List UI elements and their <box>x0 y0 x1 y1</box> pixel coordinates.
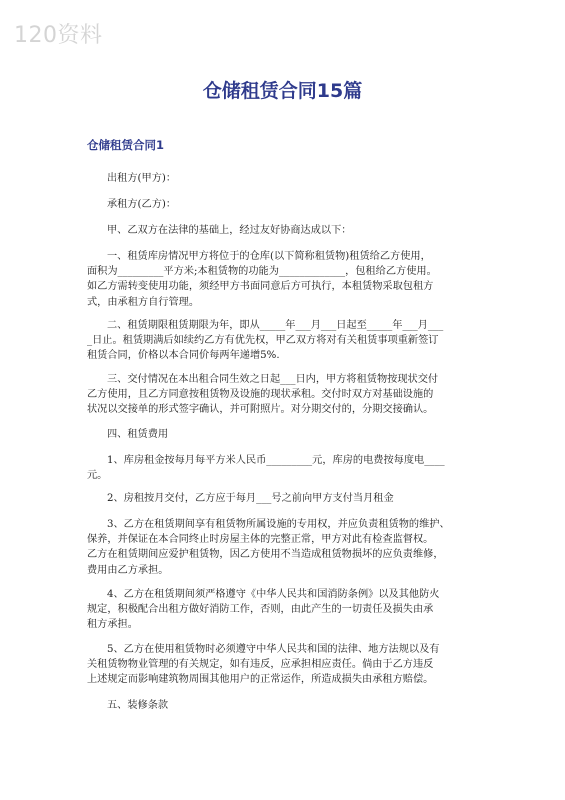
text-line: 保养，并保证在本合同终止时房屋主体的完整正常，甲方对此有检查监督权。 <box>87 534 434 546</box>
text-line: 租赁合同，价格以本合同价每两年递增5%. <box>87 350 280 362</box>
text-line: 面积为_________平方米;本租赁物的功能为_____________，包租给乙方使用。 <box>87 266 437 278</box>
paragraph-payment <box>87 491 483 506</box>
text-line: 上述规定而影响建筑物周围其他用户的正常运作，所造成损失由承租方赔偿。 <box>87 674 434 686</box>
text-line: 四、租赁费用 <box>107 429 169 440</box>
paragraph-clause-4 <box>87 427 483 442</box>
text-line: 元。 <box>87 470 108 482</box>
watermark: 120资料 <box>14 23 103 48</box>
document-title: 仓储租赁合同15篇 <box>202 80 363 102</box>
paragraph-intro <box>87 223 483 238</box>
text-line: 一、租赁库房情况甲方将位于的仓库(以下简称租赁物)租赁给乙方使用， <box>107 251 431 262</box>
paragraph-rent <box>87 453 483 483</box>
text-line: 5、乙方在使用租赁物时必须遵守中华人民共和国的法律、地方法规以及有 <box>107 644 440 655</box>
text-line: 2、房租按月交付，乙方应于每月___号之前向甲方支付当月租金 <box>107 493 394 504</box>
text-line: 如乙方需转变使用功能，须经甲方书面同意后方可执行，本租赁物采取包租方 <box>87 281 434 293</box>
paragraph-clause-3 <box>87 372 483 418</box>
text-line: 租方承担。 <box>87 619 138 631</box>
text-line: 出租方(甲方)： <box>107 173 177 184</box>
text-line: 乙方在租赁期间应爱护租赁物，因乙方使用不当造成租赁物损坏的应负责维修， <box>87 549 444 561</box>
text-line: 甲、乙双方在法律的基础上，经过友好协商达成以下： <box>107 225 352 236</box>
text-line: 状况以交接单的形式签字确认，并可附照片。对分期交付的，分期交接确认。 <box>87 404 434 416</box>
text-line: 乙方使用，且乙方同意按租赁物及设施的现状承租。交付时双方对基础设施的 <box>87 389 434 401</box>
text-line: 规定，积极配合出租方做好消防工作，否则，由此产生的一切责任及损失由承 <box>87 604 434 616</box>
text-line: _日止。租赁期满后如续约乙方有优先权，甲乙双方将对有关租赁事项重新签订 <box>87 335 439 347</box>
text-line: 1、库房租金按每月每平方米人民币_________元，库房的电费按每度电____ <box>107 455 445 466</box>
paragraph-clause-1 <box>87 249 483 310</box>
text-line: 承租方(乙方)： <box>107 199 177 210</box>
text-line: 4、乙方在租赁期间须严格遵守《中华人民共和国消防条例》以及其他防火 <box>107 589 440 600</box>
text-line: 式，由承租方自行管理。 <box>87 296 200 308</box>
text-line: 费用由乙方承担。 <box>87 564 169 576</box>
paragraph-lessor <box>87 171 483 186</box>
text-line: 三、交付情况在本出租合同生效之日起___日内，甲方将租赁物按现状交付 <box>107 374 439 385</box>
paragraph-lessee <box>87 197 483 212</box>
paragraph-maintenance <box>87 517 483 578</box>
section-title: 仓储租赁合同1 <box>87 138 165 152</box>
paragraph-fire-safety <box>87 587 483 633</box>
paragraph-clause-5 <box>87 698 483 713</box>
paragraph-clause-2 <box>87 318 483 364</box>
text-line: 3、乙方在租赁期间享有租赁物所属设施的专用权，并应负责租赁物的维护、 <box>107 519 450 530</box>
paragraph-compliance <box>87 642 483 688</box>
text-line: 关租赁物物业管理的有关规定，如有违反，应承担相应责任。倘由于乙方违反 <box>87 659 434 671</box>
text-line: 二、租赁期限租赁期限为年，即从_____年___月___日起至_____年___月___ <box>107 320 444 331</box>
text-line: 五、装修条款 <box>107 700 169 711</box>
